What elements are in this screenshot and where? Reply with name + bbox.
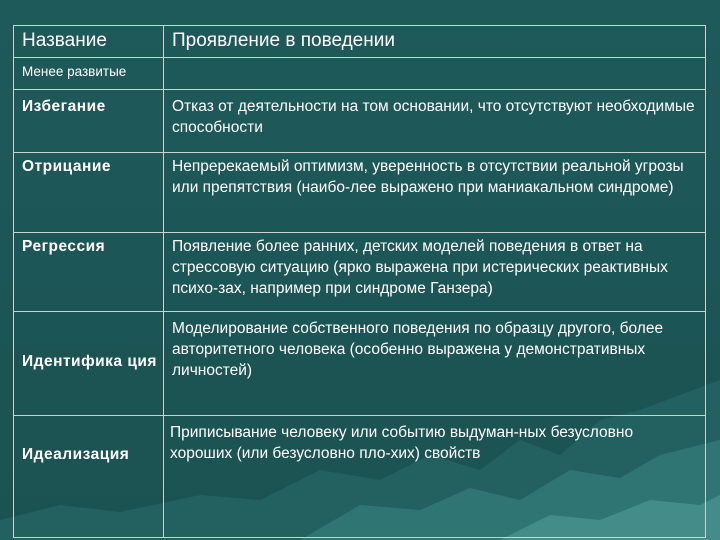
header-name: Название (14, 26, 164, 58)
table-row (14, 153, 706, 233)
subheader-empty (164, 58, 706, 90)
row-name: Идеализация (14, 416, 164, 538)
row-description: Приписывание человеку или событию выдуман-ных безусловно хороших (или безусловно пло-хих) свойств (164, 416, 706, 538)
row-description: Непререкаемый оптимизм, уверенность в отсутствии реальной угрозы или препятствия (наибо-лее выражено при маниакальном синдроме) (164, 153, 706, 233)
table-header-row (14, 26, 706, 58)
table-row (14, 233, 706, 312)
row-description: Моделирование собственного поведения по образцу другого, более авторитетного человека (особенно выражена у демонстративных личностей) (164, 312, 706, 416)
table-row (14, 90, 706, 153)
row-description: Появление более ранних, детских моделей поведения в ответ на стрессовую ситуацию (ярко выражена при истерических реактивных психо-зах, например при синдроме Ганзера) (164, 233, 706, 312)
table-row (14, 416, 706, 538)
row-description: Отказ от деятельности на том основании, что отсутствуют необходимые способности (164, 90, 706, 153)
row-name: Отрицание (14, 153, 164, 233)
row-name: Регрессия (14, 233, 164, 312)
table-subheader-row (14, 58, 706, 90)
table-row (14, 312, 706, 416)
row-name: Идентифика ция (14, 312, 164, 416)
defense-mechanisms-table (13, 25, 706, 538)
subheader-less-developed: Менее развитые (14, 58, 164, 90)
row-name: Избегание (14, 90, 164, 153)
header-behavior: Проявление в поведении (164, 26, 706, 58)
